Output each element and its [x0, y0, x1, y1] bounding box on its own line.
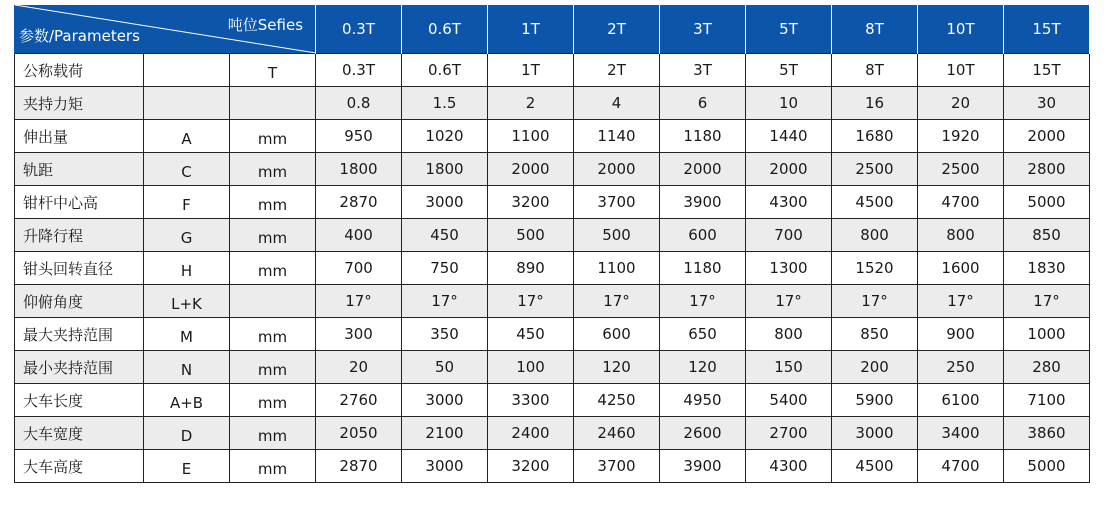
spec-table: [14, 5, 1090, 483]
parameter-code-cell: C: [144, 153, 230, 186]
value-cell: 4500: [832, 450, 918, 483]
value-cell: 650: [660, 318, 746, 351]
value-cell: 1680: [832, 120, 918, 153]
value-cell: 450: [402, 219, 488, 252]
parameter-code-cell: A+B: [144, 384, 230, 417]
value-cell: 30: [1004, 87, 1090, 120]
series-header-cell: 3T: [660, 5, 746, 54]
value-cell: 10: [746, 87, 832, 120]
value-cell: 1520: [832, 252, 918, 285]
value-cell: 890: [488, 252, 574, 285]
value-cell: 3200: [488, 186, 574, 219]
value-cell: 800: [832, 219, 918, 252]
value-cell: 2: [488, 87, 574, 120]
value-cell: 2000: [488, 153, 574, 186]
value-cell: 120: [574, 351, 660, 384]
value-cell: 2800: [1004, 153, 1090, 186]
value-cell: 17°: [746, 285, 832, 318]
value-cell: 1300: [746, 252, 832, 285]
parameter-code-cell: D: [144, 417, 230, 450]
parameter-code-cell: M: [144, 318, 230, 351]
value-cell: 3860: [1004, 417, 1090, 450]
value-cell: 4300: [746, 450, 832, 483]
series-header-cell: 10T: [918, 5, 1004, 54]
value-cell: 700: [316, 252, 402, 285]
table-row: [15, 450, 1090, 483]
value-cell: 4: [574, 87, 660, 120]
value-cell: 1180: [660, 120, 746, 153]
value-cell: 8T: [832, 54, 918, 87]
parameter-name-cell: 钳杆中心高: [15, 186, 144, 219]
value-cell: 350: [402, 318, 488, 351]
table-row: [15, 252, 1090, 285]
parameter-name-cell: 最小夹持范围: [15, 351, 144, 384]
parameter-name-cell: 夹持力矩: [15, 87, 144, 120]
parameter-code-cell: N: [144, 351, 230, 384]
parameter-name-cell: 大车长度: [15, 384, 144, 417]
value-cell: 5900: [832, 384, 918, 417]
value-cell: 1440: [746, 120, 832, 153]
parameter-name-cell: 大车宽度: [15, 417, 144, 450]
value-cell: 2460: [574, 417, 660, 450]
value-cell: 1830: [1004, 252, 1090, 285]
value-cell: 2500: [918, 153, 1004, 186]
value-cell: 3000: [402, 186, 488, 219]
table-row: [15, 153, 1090, 186]
series-header-cell: 8T: [832, 5, 918, 54]
value-cell: 3000: [402, 384, 488, 417]
value-cell: 1100: [488, 120, 574, 153]
series-header-cell: 2T: [574, 5, 660, 54]
value-cell: 4700: [918, 186, 1004, 219]
value-cell: 500: [574, 219, 660, 252]
unit-cell: mm: [230, 318, 316, 351]
parameter-code-cell: A: [144, 120, 230, 153]
value-cell: 7100: [1004, 384, 1090, 417]
parameter-name-cell: 公称载荷: [15, 54, 144, 87]
value-cell: 3400: [918, 417, 1004, 450]
parameter-code-cell: F: [144, 186, 230, 219]
unit-cell: mm: [230, 384, 316, 417]
unit-cell: mm: [230, 153, 316, 186]
spec-table-container: [14, 5, 1089, 483]
value-cell: 2050: [316, 417, 402, 450]
value-cell: 250: [918, 351, 1004, 384]
value-cell: 600: [574, 318, 660, 351]
unit-cell: mm: [230, 351, 316, 384]
value-cell: 4950: [660, 384, 746, 417]
parameter-name-cell: 轨距: [15, 153, 144, 186]
unit-cell: [230, 285, 316, 318]
parameter-code-cell: [144, 54, 230, 87]
value-cell: 400: [316, 219, 402, 252]
value-cell: 50: [402, 351, 488, 384]
value-cell: 1020: [402, 120, 488, 153]
table-row: [15, 417, 1090, 450]
unit-cell: mm: [230, 252, 316, 285]
value-cell: 0.6T: [402, 54, 488, 87]
parameter-name-cell: 仰俯角度: [15, 285, 144, 318]
value-cell: 17°: [660, 285, 746, 318]
value-cell: 10T: [918, 54, 1004, 87]
value-cell: 17°: [402, 285, 488, 318]
table-row: [15, 54, 1090, 87]
value-cell: 600: [660, 219, 746, 252]
value-cell: 17°: [832, 285, 918, 318]
value-cell: 3000: [402, 450, 488, 483]
series-header-cell: 0.3T: [316, 5, 402, 54]
value-cell: 4250: [574, 384, 660, 417]
value-cell: 300: [316, 318, 402, 351]
value-cell: 16: [832, 87, 918, 120]
value-cell: 5000: [1004, 450, 1090, 483]
table-row: [15, 351, 1090, 384]
value-cell: 200: [832, 351, 918, 384]
unit-cell: mm: [230, 417, 316, 450]
value-cell: 100: [488, 351, 574, 384]
unit-cell: mm: [230, 219, 316, 252]
table-row: [15, 87, 1090, 120]
value-cell: 15T: [1004, 54, 1090, 87]
value-cell: 3300: [488, 384, 574, 417]
table-row: [15, 318, 1090, 351]
value-cell: 1000: [1004, 318, 1090, 351]
table-row: [15, 285, 1090, 318]
value-cell: 500: [488, 219, 574, 252]
table-row: [15, 219, 1090, 252]
table-row: [15, 120, 1090, 153]
parameter-code-cell: H: [144, 252, 230, 285]
value-cell: 3000: [832, 417, 918, 450]
value-cell: 20: [918, 87, 1004, 120]
value-cell: 280: [1004, 351, 1090, 384]
value-cell: 3T: [660, 54, 746, 87]
value-cell: 2000: [660, 153, 746, 186]
value-cell: 450: [488, 318, 574, 351]
value-cell: 2760: [316, 384, 402, 417]
value-cell: 0.3T: [316, 54, 402, 87]
value-cell: 2870: [316, 450, 402, 483]
value-cell: 5000: [1004, 186, 1090, 219]
value-cell: 2600: [660, 417, 746, 450]
value-cell: 17°: [488, 285, 574, 318]
value-cell: 1180: [660, 252, 746, 285]
value-cell: 900: [918, 318, 1004, 351]
value-cell: 2870: [316, 186, 402, 219]
value-cell: 850: [1004, 219, 1090, 252]
value-cell: 20: [316, 351, 402, 384]
value-cell: 750: [402, 252, 488, 285]
value-cell: 5400: [746, 384, 832, 417]
parameter-name-cell: 升降行程: [15, 219, 144, 252]
value-cell: 1800: [402, 153, 488, 186]
series-header-cell: 5T: [746, 5, 832, 54]
parameter-name-cell: 钳头回转直径: [15, 252, 144, 285]
unit-cell: mm: [230, 120, 316, 153]
value-cell: 120: [660, 351, 746, 384]
parameter-code-cell: [144, 87, 230, 120]
value-cell: 6: [660, 87, 746, 120]
value-cell: 0.8: [316, 87, 402, 120]
value-cell: 3900: [660, 186, 746, 219]
value-cell: 6100: [918, 384, 1004, 417]
parameter-code-cell: G: [144, 219, 230, 252]
value-cell: 17°: [316, 285, 402, 318]
series-header-cell: 15T: [1004, 5, 1090, 54]
value-cell: 2500: [832, 153, 918, 186]
value-cell: 17°: [574, 285, 660, 318]
parameter-name-cell: 伸出量: [15, 120, 144, 153]
value-cell: 4700: [918, 450, 1004, 483]
unit-cell: mm: [230, 186, 316, 219]
header-row: [15, 5, 1090, 54]
value-cell: 4300: [746, 186, 832, 219]
value-cell: 1140: [574, 120, 660, 153]
value-cell: 3900: [660, 450, 746, 483]
value-cell: 800: [918, 219, 1004, 252]
value-cell: 2400: [488, 417, 574, 450]
value-cell: 4500: [832, 186, 918, 219]
table-row: [15, 186, 1090, 219]
value-cell: 3700: [574, 450, 660, 483]
table-body: [15, 54, 1090, 483]
parameter-code-cell: E: [144, 450, 230, 483]
parameter-code-cell: L+K: [144, 285, 230, 318]
value-cell: 700: [746, 219, 832, 252]
value-cell: 1920: [918, 120, 1004, 153]
value-cell: 950: [316, 120, 402, 153]
value-cell: 1600: [918, 252, 1004, 285]
value-cell: 2700: [746, 417, 832, 450]
value-cell: 2000: [574, 153, 660, 186]
unit-cell: mm: [230, 450, 316, 483]
value-cell: 850: [832, 318, 918, 351]
table-row: [15, 384, 1090, 417]
parameters-label: 参数/Parameters: [19, 27, 140, 45]
value-cell: 17°: [918, 285, 1004, 318]
value-cell: 3700: [574, 186, 660, 219]
value-cell: 800: [746, 318, 832, 351]
series-label: 吨位Sefies: [227, 16, 304, 34]
unit-cell: [230, 87, 316, 120]
value-cell: 5T: [746, 54, 832, 87]
value-cell: 150: [746, 351, 832, 384]
value-cell: 3200: [488, 450, 574, 483]
value-cell: 1800: [316, 153, 402, 186]
value-cell: 1T: [488, 54, 574, 87]
value-cell: 1.5: [402, 87, 488, 120]
value-cell: 2000: [746, 153, 832, 186]
corner-header-cell: [15, 5, 316, 54]
unit-cell: T: [230, 54, 316, 87]
series-header-cell: 0.6T: [402, 5, 488, 54]
value-cell: 2000: [1004, 120, 1090, 153]
parameter-name-cell: 大车高度: [15, 450, 144, 483]
series-header-cell: 1T: [488, 5, 574, 54]
value-cell: 17°: [1004, 285, 1090, 318]
value-cell: 2100: [402, 417, 488, 450]
parameter-name-cell: 最大夹持范围: [15, 318, 144, 351]
value-cell: 2T: [574, 54, 660, 87]
value-cell: 1100: [574, 252, 660, 285]
